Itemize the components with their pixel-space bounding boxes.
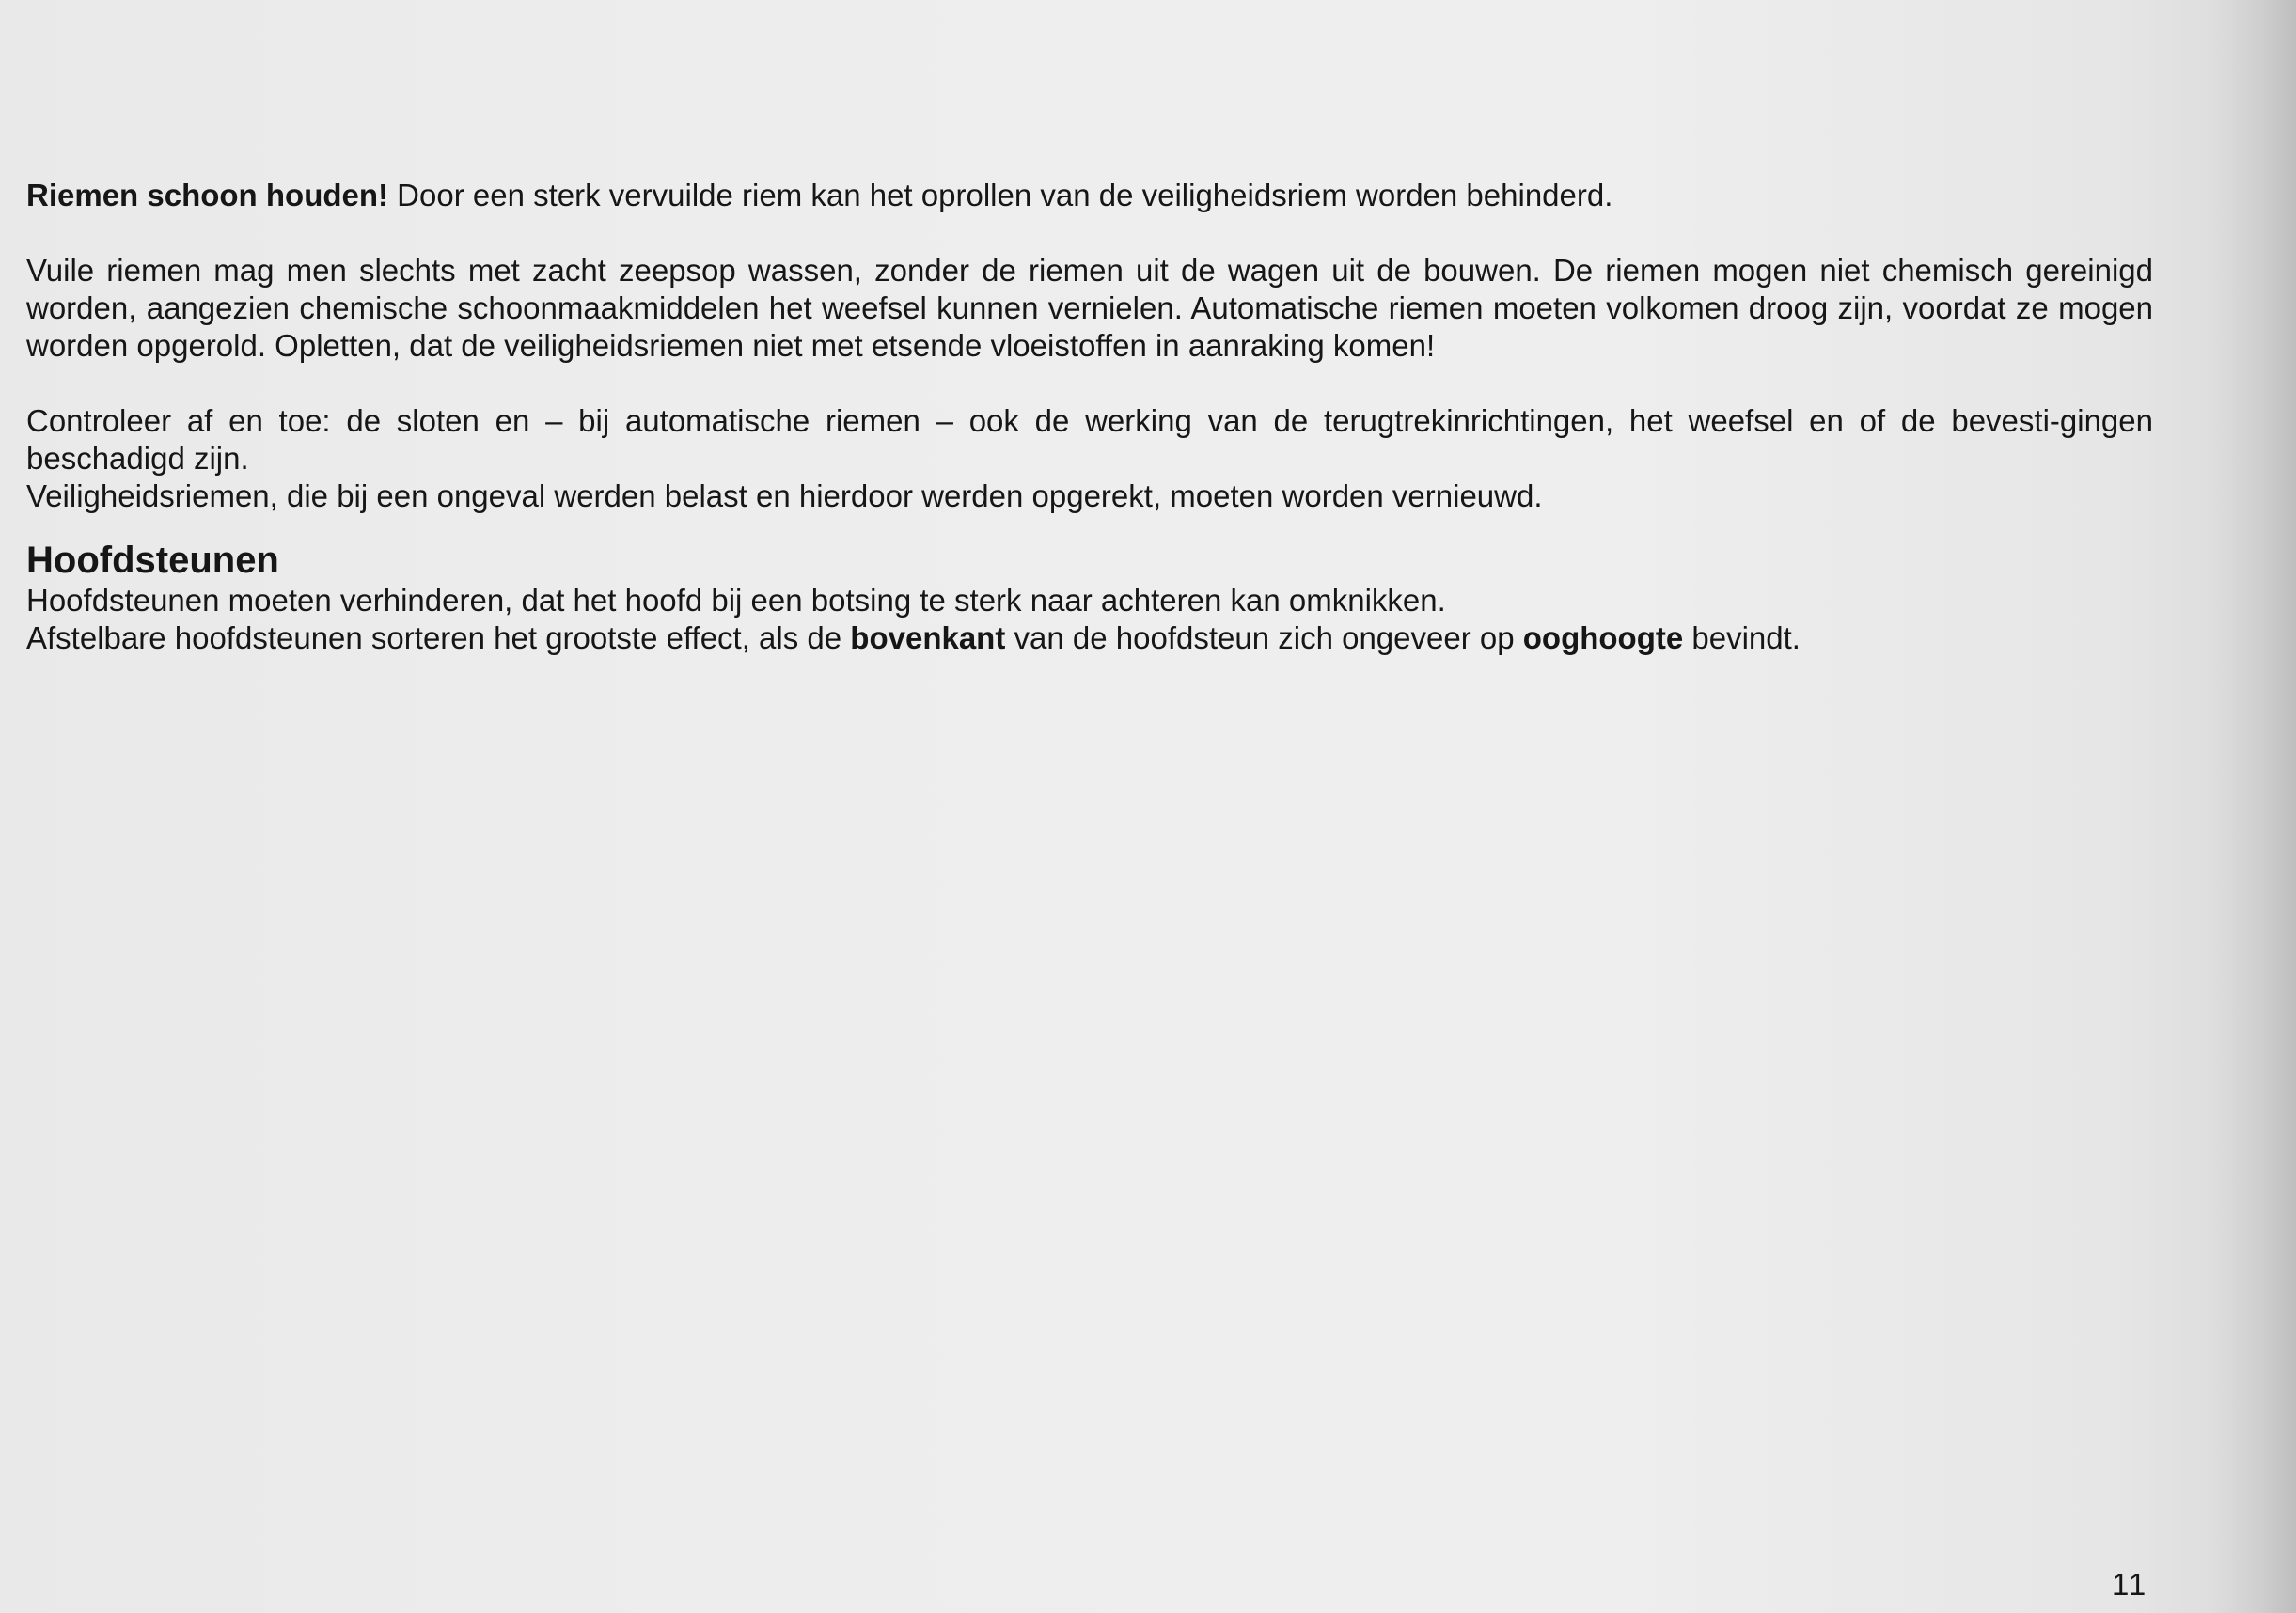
page-content (26, 177, 2153, 657)
belt-cleaning-intro (26, 177, 2153, 214)
belt-cleaning-intro-text: Door een sterk vervuilde riem kan het oprollen van de veiligheidsriem worden behinderd. (388, 178, 1613, 212)
belt-cleaning-bold-lead: Riemen schoon houden! (26, 178, 389, 212)
belt-inspection-paragraph: Controleer af en toe: de sloten en – bij automatische riemen – ook de werking van de terugtrekinrichtingen, het weefsel en of de bevesti-gingen beschadigd zijn. (26, 403, 2153, 476)
headrests-adjustment-paragraph (26, 619, 2153, 657)
headrests-adjustment-text-3: bevindt. (1683, 620, 1801, 655)
page-number: 11 (2112, 1567, 2148, 1602)
headrests-heading: Hoofdsteunen (26, 540, 279, 581)
headrests-bold-top: bovenkant (850, 620, 1006, 655)
belt-washing-paragraph: Vuile riemen mag men slechts met zacht zeepsop wassen, zonder de riemen uit de wagen uit de bouwen. De riemen mogen niet chemisch gereinigd worden, aangezien chemische schoonmaakmiddelen het weefsel kunnen vernielen. Automatische riemen moeten volkomen droog zijn, voordat ze mogen worden opgerold. Opletten, dat de veiligheidsriemen niet met etsende vloeistoffen in aanraking komen! (26, 253, 2153, 363)
belt-replacement-paragraph: Veiligheidsriemen, die bij een ongeval werden belast en hierdoor werden opgerekt, moeten worden vernieuwd. (26, 478, 1543, 513)
headrests-adjustment-text-1: Afstelbare hoofdsteunen sorteren het grootste effect, als de (26, 620, 851, 655)
headrests-purpose-paragraph: Hoofdsteunen moeten verhinderen, dat het hoofd bij een botsing te sterk naar achteren kan omknikken. (26, 583, 1446, 618)
headrests-adjustment-text-2: van de hoofdsteun zich ongeveer op (1005, 620, 1523, 655)
headrests-bold-eye-level: ooghoogte (1522, 620, 1684, 655)
